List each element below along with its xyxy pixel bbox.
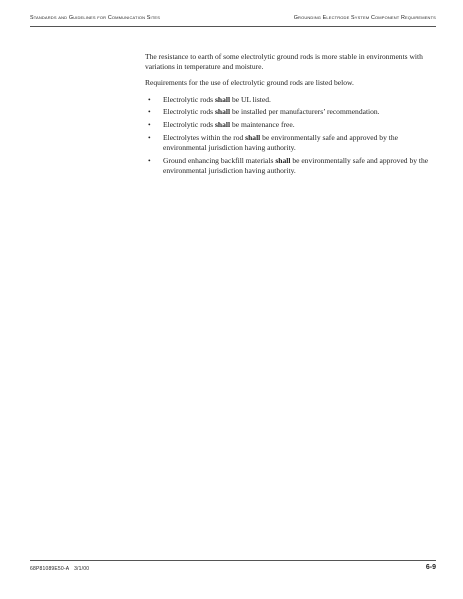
bullet-icon: • [148, 94, 151, 104]
list-item-text: be maintenance free. [230, 120, 295, 130]
list-item-text: Ground enhancing backfill materials [163, 156, 276, 165]
bullet-icon: • [148, 156, 151, 165]
list-item [145, 120, 437, 130]
document-date: 3/1/00 [74, 566, 90, 572]
list-item-text: Electrolytic rods [163, 120, 215, 130]
list-item-emphasis: shall [245, 133, 261, 142]
page-number: 6-9 [425, 564, 436, 571]
running-header-right: Grounding Electrode System Component Requirements [293, 15, 436, 21]
bullet-icon: • [148, 120, 151, 130]
lead-in-paragraph: Requirements for the use of electrolytic ground rods are listed below. [145, 78, 354, 88]
list-item [145, 133, 437, 153]
intro-paragraph: The resistance to earth of some electrolytic ground rods is more stable in environments with variations in temperature and moisture. [145, 52, 423, 72]
footer-rule [30, 560, 436, 561]
list-item [145, 95, 437, 105]
list-item-text: Electrolytes within the rod [163, 133, 246, 142]
list-item [145, 107, 437, 117]
list-item-text: be UL listed. [230, 94, 271, 104]
list-item [145, 156, 437, 176]
list-item-text: be environmentally safe and approved by the environmental jurisdiction having authority. [163, 156, 429, 176]
list-item-text: be installed per manufacturers’ recommendation. [230, 107, 380, 117]
body-text [145, 52, 437, 179]
bullet-icon: • [148, 107, 151, 117]
list-item-text: Electrolytic rods [163, 107, 215, 117]
document-id: 68P81089E50-A [30, 566, 70, 572]
list-item-emphasis: shall [275, 156, 291, 165]
footer-doc-info [30, 566, 89, 572]
bullet-icon: • [148, 133, 151, 142]
requirements-list [145, 95, 437, 177]
list-item-text: Electrolytic rods [163, 94, 215, 104]
running-header-left: Standards and Guidelines for Communication Sites [30, 15, 161, 21]
list-item-emphasis: shall [214, 94, 231, 104]
list-item-text: be environmentally safe and approved by the environmental jurisdiction having authority. [163, 133, 398, 153]
header-rule [30, 26, 436, 27]
list-item-emphasis: shall [214, 120, 231, 130]
list-item-emphasis: shall [214, 107, 231, 117]
